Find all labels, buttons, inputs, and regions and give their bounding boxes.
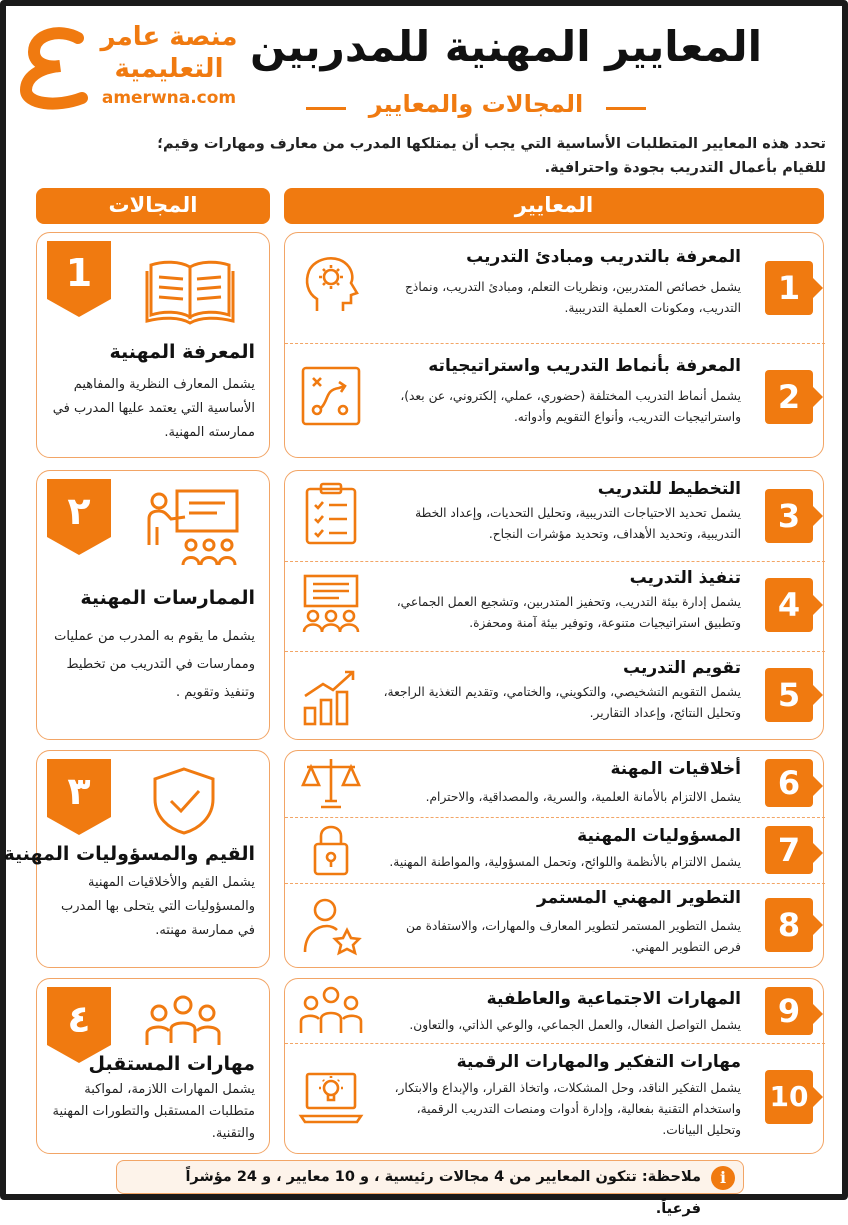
standard-title: التخطيط للتدريب — [597, 479, 741, 499]
standard-row-3 — [285, 471, 825, 559]
standard-number: 8 — [765, 898, 813, 952]
standard-number: 5 — [765, 668, 813, 722]
strategy-board-icon — [299, 364, 363, 428]
standard-number: 4 — [765, 578, 813, 632]
domain-description: يشمل ما يقوم به المدرب من عمليات وممارسات في التدريب من تخطيط وتنفيذ وتقويم . — [54, 629, 255, 700]
standard-row-9 — [285, 979, 825, 1041]
domain-number: ٢ — [67, 489, 91, 533]
standard-row-1 — [285, 233, 825, 341]
standard-description: يشمل خصائص المتدربين، ونظريات التعلم، ومبادئ التدريب، ونماذج التدريب، ومكونات العملية التدريبية. — [405, 280, 741, 315]
trainer-presenting-icon — [141, 487, 241, 571]
domain-title: مهارات المستقبل — [88, 1053, 255, 1075]
domains-column-header: المجالات — [36, 188, 270, 224]
standard-title: تنفيذ التدريب — [629, 568, 741, 588]
standard-number: 6 — [765, 759, 813, 807]
standard-row-7 — [285, 817, 825, 881]
standard-number: 7 — [765, 826, 813, 874]
standards-group-2 — [284, 470, 824, 740]
team-icon — [143, 993, 223, 1049]
standards-group-3 — [284, 750, 824, 968]
person-star-icon — [299, 894, 363, 958]
standard-title: المسؤوليات المهنية — [577, 826, 741, 846]
checklist-icon — [299, 481, 363, 545]
standard-row-5 — [285, 651, 825, 739]
info-icon: i — [711, 1166, 735, 1190]
standard-description: يشمل التواصل الفعال، والعمل الجماعي، والوعي الذاتي، والتعاون. — [409, 1018, 741, 1032]
growth-chart-icon — [299, 664, 363, 728]
standard-description: يشمل أنماط التدريب المختلفة (حضوري، عملي، إلكتروني، عن بعد)، واستراتيجيات التدريب، وأنواع التقويم وأدواته. — [400, 389, 741, 424]
domain-title: المعرفة المهنية — [109, 341, 255, 363]
domain-number-badge — [47, 479, 111, 555]
domain-description: يشمل القيم والأخلاقيات المهنية والمسؤوليات التي يتحلى بها المدرب في ممارسة مهنته. — [61, 875, 255, 938]
standard-description: يشمل الالتزام بالأمانة العلمية، والسرية، والمصداقية، والاحترام. — [425, 790, 741, 804]
logo-ain-icon — [20, 28, 90, 106]
scales-icon — [299, 755, 363, 811]
standard-number: 3 — [765, 489, 813, 543]
standard-number: 2 — [765, 370, 813, 424]
logo-name: منصة عامر — [100, 22, 238, 52]
domain-card-4 — [36, 978, 270, 1154]
domain-number-badge — [47, 987, 111, 1063]
standard-row-8 — [285, 883, 825, 967]
domain-number: ٤ — [67, 997, 91, 1041]
standard-title: المعرفة بأنماط التدريب واستراتيجياته — [428, 356, 741, 376]
standards-column-header: المعايير — [284, 188, 824, 224]
page-subtitle: المجالات والمعايير — [368, 90, 584, 118]
standard-description: يشمل إدارة بيئة التدريب، وتحفيز المتدربين، وتشجيع العمل الجماعي، وتطبيق استراتيجيات متنوعة، وتوفير بيئة آمنة ومحفزة. — [396, 595, 741, 630]
domain-card-2 — [36, 470, 270, 740]
classroom-icon — [299, 572, 363, 636]
standard-description: يشمل التقويم التشخيصي، والتكويني، والختامي، وتقديم التغذية الراجعة، وتحليل النتائج، وإعداد التقارير. — [383, 685, 741, 720]
domain-card-1 — [36, 232, 270, 458]
intro-line-1: تحدد هذه المعايير المتطلبات الأساسية التي يجب أن يمتلكها المدرب من معارف ومهارات وقيم؛ — [157, 136, 826, 152]
standard-row-4 — [285, 561, 825, 649]
shield-check-icon — [149, 765, 219, 837]
domain-card-3 — [3, 750, 270, 968]
domain-description: يشمل المهارات اللازمة، لمواكبة متطلبات المستقبل والتطورات المهنية والتقنية. — [52, 1082, 255, 1141]
subtitle-divider-left — [306, 107, 346, 110]
standard-row-10 — [285, 1043, 825, 1153]
page-title: المعايير المهنية للمدربين — [249, 22, 763, 71]
intro-text — [46, 132, 826, 180]
open-book-icon — [145, 255, 235, 325]
standards-group-1 — [284, 232, 824, 458]
standard-number: 1 — [765, 261, 813, 315]
standard-title: المهارات الاجتماعية والعاطفية — [486, 989, 741, 1009]
domain-number: 1 — [65, 251, 93, 295]
standard-row-6 — [285, 751, 825, 815]
standard-title: مهارات التفكير والمهارات الرقمية — [456, 1052, 741, 1072]
lock-icon — [299, 822, 363, 878]
domain-title: الممارسات المهنية — [80, 587, 255, 609]
domain-number-badge — [47, 759, 111, 835]
note-text: ملاحظة: تتكون المعايير من 4 مجالات رئيسية ، و 10 معايير ، و 24 مؤشراً فرعياً. — [185, 1169, 701, 1217]
group-icon — [299, 985, 363, 1037]
standard-row-2 — [285, 343, 825, 457]
subtitle-divider-right — [606, 107, 646, 110]
logo-subname: التعليمية — [114, 54, 224, 84]
domain-number: ٣ — [67, 769, 91, 813]
domain-number-badge — [47, 241, 111, 317]
standard-description: يشمل الالتزام بالأنظمة واللوائح، وتحمل المسؤولية، والمواطنة المهنية. — [389, 855, 741, 869]
standard-number: 9 — [765, 987, 813, 1035]
standard-description: يشمل التفكير الناقد، وحل المشكلات، واتخاذ القرار، والإبداع والابتكار، واستخدام التقنية بفعالية، وإدارة أدوات ومنصات التدريب الرقمية، وتحليل البيانات. — [394, 1081, 741, 1137]
standards-group-4 — [284, 978, 824, 1154]
domain-description: يشمل المعارف النظرية والمفاهيم الأساسية التي يعتمد عليها المدرب في ممارسته المهنية. — [52, 377, 255, 440]
standard-title: أخلاقيات المهنة — [610, 759, 741, 779]
standard-title: التطوير المهني المستمر — [537, 888, 741, 908]
standard-number: 10 — [765, 1070, 813, 1124]
head-gear-icon — [299, 251, 363, 315]
domain-title: القيم والمسؤوليات المهنية — [3, 843, 255, 865]
logo-url[interactable]: amerwna.com — [101, 88, 237, 108]
laptop-idea-icon — [299, 1066, 363, 1130]
note-bar — [116, 1160, 744, 1217]
standard-description: يشمل تحديد الاحتياجات التدريبية، وتحليل التحديات، وإعداد الخطة التدريبية، وتحديد الأهداف، وتحديد مؤشرات النجاح. — [415, 506, 741, 541]
standard-title: تقويم التدريب — [622, 658, 741, 678]
standard-title: المعرفة بالتدريب ومبادئ التدريب — [466, 247, 741, 267]
standard-description: يشمل التطوير المستمر لتطوير المعارف والمهارات، والاستفادة من فرص التطوير المهني. — [405, 919, 741, 954]
intro-line-2: للقيام بأعمال التدريب بجودة واحترافية. — [544, 160, 826, 176]
